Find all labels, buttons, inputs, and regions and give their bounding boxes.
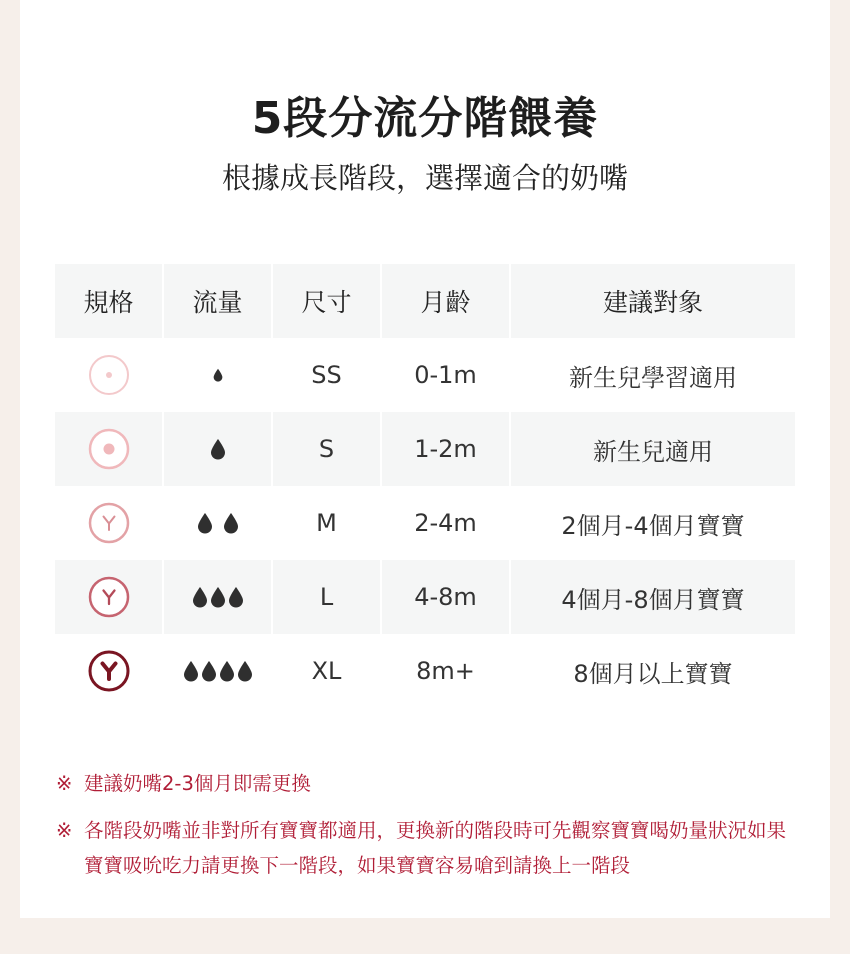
flow-cell xyxy=(164,412,273,486)
note-mark: ※ xyxy=(56,819,73,842)
table-header-row xyxy=(55,264,795,338)
age-cell: 1-2m xyxy=(382,412,511,486)
table-row xyxy=(55,412,795,486)
flow-cell xyxy=(164,634,273,708)
header-flow: 流量 xyxy=(164,264,273,338)
age-cell: 2-4m xyxy=(382,486,511,560)
table-row xyxy=(55,486,795,560)
note-2 xyxy=(56,813,800,883)
flow-cell xyxy=(164,486,273,560)
note-text: 各階段奶嘴並非對所有寶寶都適用，更換新的階段時可先觀察寶寶喝奶量狀況如果寶寶吸吮吃力請更換下一階段，如果寶寶容易嗆到請換上一階段 xyxy=(84,819,787,877)
drop-icon xyxy=(210,438,226,460)
drop-icon xyxy=(223,512,239,534)
target-cell: 2個月-4個月寶寶 xyxy=(561,511,745,540)
drop-icon xyxy=(201,660,217,682)
size-cell: L xyxy=(273,560,382,634)
drop-icon xyxy=(210,586,226,608)
target-cell: 8個月以上寶寶 xyxy=(573,659,733,688)
spec-cell xyxy=(55,634,164,708)
dot-small-icon xyxy=(88,354,130,396)
target-cell: 新生兒學習適用 xyxy=(569,363,737,392)
drop-icon xyxy=(197,512,213,534)
spec-cell xyxy=(55,338,164,412)
drop-icon xyxy=(213,368,223,382)
header-spec: 規格 xyxy=(55,264,164,338)
size-cell: S xyxy=(273,412,382,486)
flow-cell xyxy=(164,560,273,634)
header-target: 建議對象 xyxy=(602,288,703,317)
drop-icon xyxy=(192,586,208,608)
note-1 xyxy=(56,766,800,801)
page-title: 5段分流分階餵養 xyxy=(251,93,599,144)
y-cut-medium-icon xyxy=(88,576,130,618)
target-cell: 4個月-8個月寶寶 xyxy=(561,585,745,614)
note-mark: ※ xyxy=(56,772,73,795)
drop-icon xyxy=(228,586,244,608)
target-cell: 新生兒適用 xyxy=(593,437,713,466)
age-cell: 8m+ xyxy=(382,634,511,708)
flow-drops xyxy=(164,438,271,460)
flow-drops xyxy=(164,586,271,608)
note-text: 建議奶嘴2-3個月即需更換 xyxy=(84,772,311,795)
drop-icon xyxy=(219,660,235,682)
size-cell: M xyxy=(273,486,382,560)
table-row xyxy=(55,560,795,634)
content-card xyxy=(20,0,830,918)
notes-section xyxy=(56,766,800,895)
age-cell: 0-1m xyxy=(382,338,511,412)
flow-drops xyxy=(164,660,271,682)
age-cell: 4-8m xyxy=(382,560,511,634)
dot-large-icon xyxy=(88,428,130,470)
drop-icon xyxy=(183,660,199,682)
page-subtitle: 根據成長階段，選擇適合的奶嘴 xyxy=(221,161,628,195)
spec-cell xyxy=(55,486,164,560)
spec-cell xyxy=(55,412,164,486)
flow-drops xyxy=(164,512,271,534)
spec-cell xyxy=(55,560,164,634)
header-age: 月齡 xyxy=(382,264,511,338)
y-cut-dark-icon xyxy=(88,650,130,692)
nipple-spec-table xyxy=(55,264,795,708)
table-row xyxy=(55,338,795,412)
flow-drops xyxy=(164,368,271,382)
table-row xyxy=(55,634,795,708)
size-cell: SS xyxy=(273,338,382,412)
drop-icon xyxy=(237,660,253,682)
flow-cell xyxy=(164,338,273,412)
header-size: 尺寸 xyxy=(273,264,382,338)
y-cut-light-icon xyxy=(88,502,130,544)
size-cell: XL xyxy=(273,634,382,708)
